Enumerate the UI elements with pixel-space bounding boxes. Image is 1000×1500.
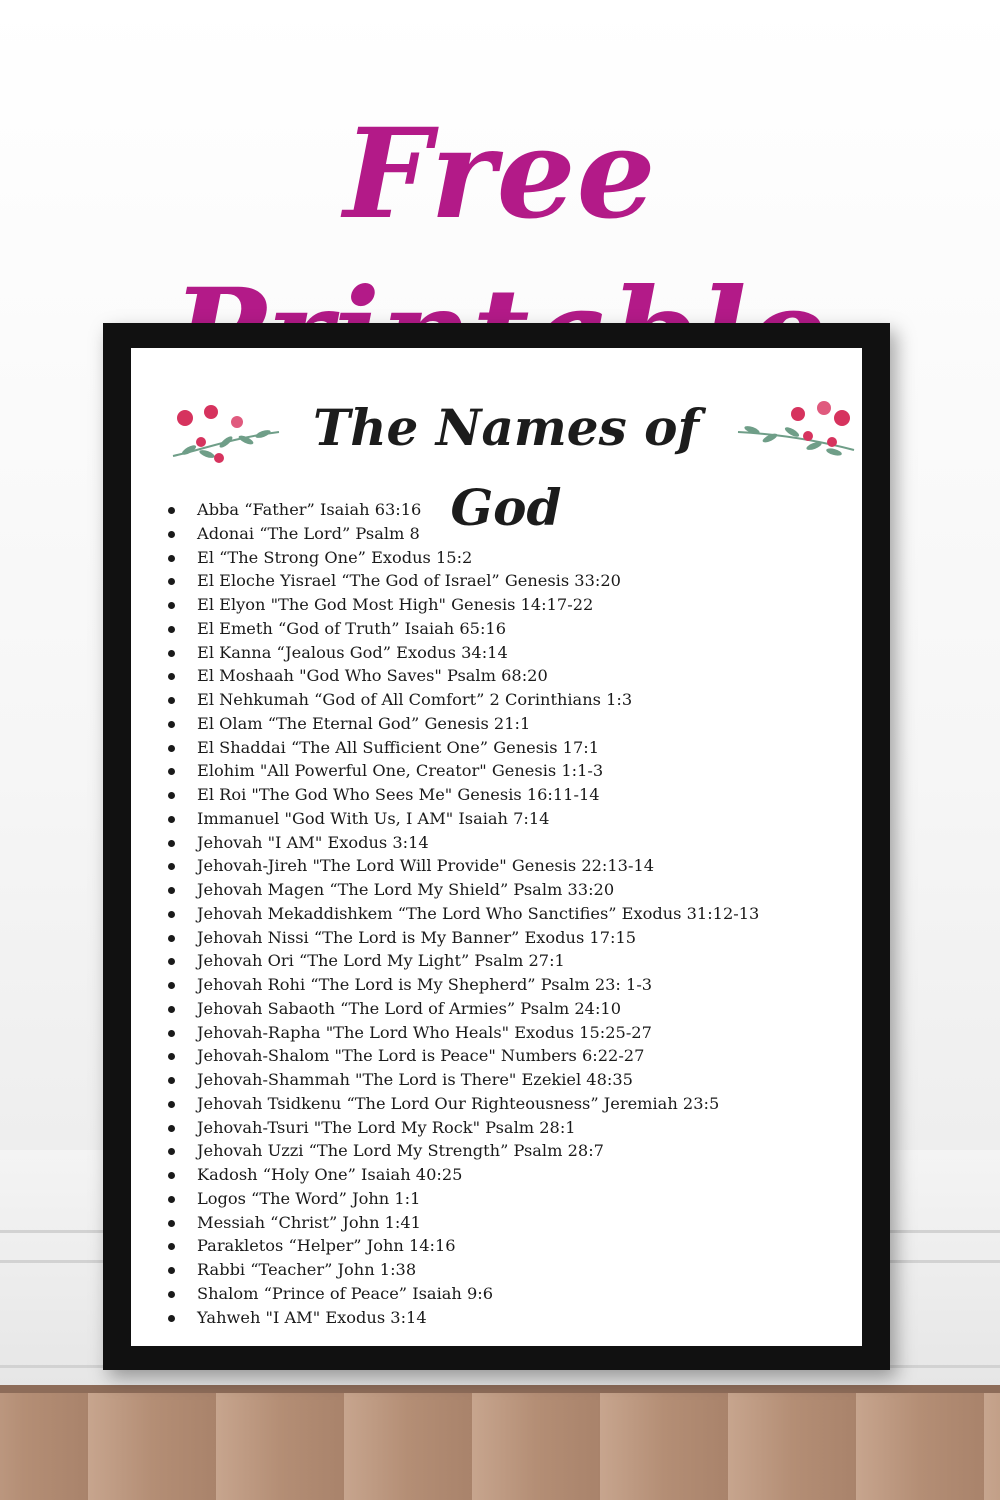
list-item: El Olam “The Eternal God” Genesis 21:1 — [164, 712, 759, 736]
list-item: El Roi "The God Who Sees Me" Genesis 16:11-14 — [164, 783, 759, 807]
list-item: El Nehkumah “God of All Comfort” 2 Corinthians 1:3 — [164, 688, 759, 712]
list-item: Abba “Father” Isaiah 63:16 — [164, 498, 759, 522]
list-item: Jehovah Tsidkenu “The Lord Our Righteousness” Jeremiah 23:5 — [164, 1092, 759, 1116]
list-item: Jehovah Rohi “The Lord is My Shepherd” Psalm 23: 1-3 — [164, 973, 759, 997]
poster-paper — [131, 348, 862, 1346]
poster-title: The Names of God — [312, 398, 699, 537]
list-item: Jehovah Mekaddishkem “The Lord Who Sanctifies” Exodus 31:12-13 — [164, 902, 759, 926]
poster-frame — [103, 323, 890, 1370]
list-item: Logos “The Word” John 1:1 — [164, 1187, 759, 1211]
list-item: Shalom “Prince of Peace” Isaiah 9:6 — [164, 1282, 759, 1306]
list-item: El “The Strong One” Exodus 15:2 — [164, 546, 759, 570]
flower-decoration-left-icon — [171, 398, 281, 468]
list-item: El Elyon "The God Most High" Genesis 14:17-22 — [164, 593, 759, 617]
list-item: Jehovah Nissi “The Lord is My Banner” Exodus 17:15 — [164, 926, 759, 950]
list-item: Rabbi “Teacher” John 1:38 — [164, 1258, 759, 1282]
list-item: Elohim "All Powerful One, Creator" Genesis 1:1-3 — [164, 759, 759, 783]
list-item: Jehovah Magen “The Lord My Shield” Psalm 33:20 — [164, 878, 759, 902]
list-item: El Kanna “Jealous God” Exodus 34:14 — [164, 641, 759, 665]
list-item: Jehovah-Tsuri "The Lord My Rock" Psalm 28:1 — [164, 1116, 759, 1140]
list-item: Jehovah Sabaoth “The Lord of Armies” Psalm 24:10 — [164, 997, 759, 1021]
list-item: Jehovah-Shalom "The Lord is Peace" Numbers 6:22-27 — [164, 1044, 759, 1068]
names-list — [164, 498, 759, 1329]
list-item: El Eloche Yisrael “The God of Israel” Genesis 33:20 — [164, 569, 759, 593]
list-item: El Moshaah "God Who Saves" Psalm 68:20 — [164, 664, 759, 688]
list-item: Yahweh "I AM" Exodus 3:14 — [164, 1306, 759, 1330]
list-item: Jehovah Ori “The Lord My Light” Psalm 27:1 — [164, 949, 759, 973]
list-item: El Shaddai “The All Sufficient One” Genesis 17:1 — [164, 736, 759, 760]
floor-edge — [0, 1385, 1000, 1393]
list-item: Immanuel "God With Us, I AM" Isaiah 7:14 — [164, 807, 759, 831]
list-item: Messiah “Christ” John 1:41 — [164, 1211, 759, 1235]
list-item: El Emeth “God of Truth” Isaiah 65:16 — [164, 617, 759, 641]
list-item: Jehovah Uzzi “The Lord My Strength” Psalm 28:7 — [164, 1139, 759, 1163]
list-item: Jehovah-Shammah "The Lord is There" Ezekiel 48:35 — [164, 1068, 759, 1092]
list-item: Kadosh “Holy One” Isaiah 40:25 — [164, 1163, 759, 1187]
list-item: Jehovah-Rapha "The Lord Who Heals" Exodus 15:25-27 — [164, 1021, 759, 1045]
list-item: Adonai “The Lord” Psalm 8 — [164, 522, 759, 546]
headline: Free — [343, 102, 657, 247]
list-item: Jehovah-Jireh "The Lord Will Provide" Genesis 22:13-14 — [164, 854, 759, 878]
list-item: Parakletos “Helper” John 14:16 — [164, 1234, 759, 1258]
flower-decoration-right-icon — [736, 396, 856, 466]
wooden-floor — [0, 1390, 1000, 1500]
list-item: Jehovah "I AM" Exodus 3:14 — [164, 831, 759, 855]
